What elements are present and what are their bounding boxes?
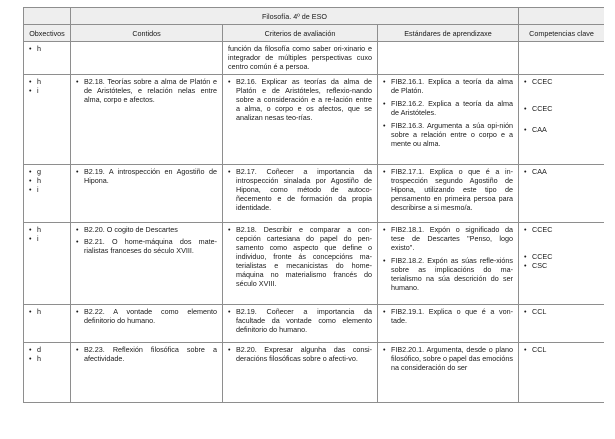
obxectivo-item: • i	[29, 234, 65, 243]
obxectivo-item: • d	[29, 345, 65, 354]
estandar-item: • FIB2.16.3. Argumenta a súa opi-nión sobre a relación entre o corpo e a mente ou alma.	[383, 121, 513, 148]
table-row	[24, 223, 605, 305]
table-row	[24, 165, 605, 223]
estandar-list	[383, 77, 513, 148]
competencias-cell	[519, 343, 604, 403]
header-estandares: Estándares de aprendizaxe	[378, 25, 519, 42]
estandar-list	[383, 225, 513, 292]
competencia-item: • CCL	[524, 345, 599, 354]
obxectivo-list	[29, 307, 65, 316]
obxectivo-list	[29, 225, 65, 243]
obxectivos-cell	[24, 343, 71, 403]
criterios-cell	[223, 343, 378, 403]
table-row	[24, 75, 605, 165]
table-body	[24, 42, 605, 403]
curriculum-document	[23, 7, 604, 439]
contido-item: • B2.22. A vontade como elemento definitorio do humano.	[76, 307, 217, 325]
estandares-cell	[378, 343, 519, 403]
obxectivos-cell	[24, 223, 71, 305]
competencia-list	[524, 225, 599, 270]
title-spacer-cell	[24, 8, 71, 25]
competencia-item: • CCL	[524, 307, 599, 316]
competencia-list	[524, 77, 599, 134]
contido-item: • B2.20. O cogito de Descartes	[76, 225, 217, 234]
obxectivo-item: • h	[29, 176, 65, 185]
contidos-cell	[71, 343, 223, 403]
table-title: Filosofía. 4º de ESO	[71, 8, 519, 25]
estandares-cell	[378, 165, 519, 223]
obxectivo-item: • h	[29, 307, 65, 316]
contido-item: • B2.21. O home-máquina dos mate-rialistas franceses do século XVIII.	[76, 237, 217, 255]
estandares-cell	[378, 223, 519, 305]
criterios-cell	[223, 75, 378, 165]
contido-list	[76, 167, 217, 185]
criterio-list	[228, 167, 372, 212]
estandares-cell	[378, 305, 519, 343]
criterio-item: • B2.16. Explicar as teorías da alma de Platón e de Aristóteles, reflexio-nando sobre a consideración e a re-lación entre a alma, o corpo e os afectos, que se analizan nesas teo-rías.	[228, 77, 372, 122]
contido-list	[76, 225, 217, 255]
obxectivo-item: • g	[29, 167, 65, 176]
contidos-cell	[71, 165, 223, 223]
competencias-cell	[519, 305, 604, 343]
header-obxectivos: Obxectivos	[24, 25, 71, 42]
title-spacer-cell	[519, 8, 604, 25]
competencia-list	[524, 167, 599, 176]
criterio-list	[228, 345, 372, 363]
competencia-item: • CSC	[524, 261, 599, 270]
criterio-list	[228, 225, 372, 288]
obxectivo-list	[29, 345, 65, 363]
competencias-cell	[519, 223, 604, 305]
table-row	[24, 42, 605, 75]
obxectivos-cell	[24, 42, 71, 75]
criterio-text: función da filosofía como saber ori-xinario e integrador de múltiples perspectivas cuxo centro común é a persoa.	[228, 44, 372, 71]
estandar-item: • FIB2.18.2. Expón as súas refle-xións sobre as implicacións do ma-terialismo na súa descrición do ser humano.	[383, 256, 513, 292]
contidos-cell	[71, 223, 223, 305]
estandar-list	[383, 345, 513, 372]
obxectivo-item: • h	[29, 77, 65, 86]
estandar-item: • FIB2.19.1. Explica o que é a von-tade.	[383, 307, 513, 325]
contido-list	[76, 307, 217, 325]
estandar-item: • FIB2.17.1. Explica o que é a in-trospección segundo Agostiño de Hipona, utilizando este tipo de pensamento en primeira persoa para describirse a si mesmo/a.	[383, 167, 513, 212]
obxectivo-item: • h	[29, 44, 65, 53]
criterio-item: • B2.17. Coñecer a importancia da introspección sinalada por Agostiño de Hipona, como método de autoco-ñecemento e de formación da propia identidade.	[228, 167, 372, 212]
obxectivo-item: • h	[29, 225, 65, 234]
criterio-list	[228, 307, 372, 334]
obxectivo-item: • i	[29, 185, 65, 194]
estandar-item: • FIB2.18.1. Expón o significado da tese de Descartes "Penso, logo existo".	[383, 225, 513, 252]
contido-item: • B2.23. Reflexión filosófica sobre a afectividade.	[76, 345, 217, 363]
estandares-cell	[378, 42, 519, 75]
criterio-item: • B2.18. Describir e comparar a con-cepción cartesiana do papel do pen-samento como aspecto que define o individuo, fronte ás concepcións ma-terialistas e mecanicistas do home-máquina no materialismo francés do século XVIII.	[228, 225, 372, 288]
table-row	[24, 343, 605, 403]
obxectivo-item: • i	[29, 86, 65, 95]
estandares-cell	[378, 75, 519, 165]
estandar-list	[383, 167, 513, 212]
header-row	[24, 25, 605, 42]
contido-item: • B2.19. A introspección en Agostiño de Hipona.	[76, 167, 217, 185]
obxectivos-cell	[24, 165, 71, 223]
criterio-list	[228, 77, 372, 122]
contidos-cell	[71, 305, 223, 343]
obxectivo-list	[29, 77, 65, 95]
obxectivo-item: • h	[29, 354, 65, 363]
competencia-item: • CCEC	[524, 104, 599, 113]
header-competencias: Competencias clave	[519, 25, 604, 42]
competencia-item: • CAA	[524, 125, 599, 134]
obxectivos-cell	[24, 75, 71, 165]
curriculum-table	[23, 7, 604, 403]
competencia-item: • CAA	[524, 167, 599, 176]
table-row	[24, 305, 605, 343]
criterio-item: • B2.20. Expresar algunha das consi-deracións filosóficas sobre o afecti-vo.	[228, 345, 372, 363]
estandar-item: • FIB2.16.2. Explica a teoría da alma de Aristóteles.	[383, 99, 513, 117]
criterios-cell	[223, 165, 378, 223]
competencias-cell	[519, 42, 604, 75]
title-row	[24, 8, 605, 25]
competencias-cell	[519, 75, 604, 165]
header-contidos: Contidos	[71, 25, 223, 42]
estandar-item: • FIB2.16.1. Explica a teoría da alma de Platón.	[383, 77, 513, 95]
header-criterios: Criterios de avaliación	[223, 25, 378, 42]
criterios-cell	[223, 42, 378, 75]
competencia-item: • CCEC	[524, 252, 599, 261]
contido-list	[76, 77, 217, 104]
obxectivo-list	[29, 167, 65, 194]
obxectivos-cell	[24, 305, 71, 343]
criterios-cell	[223, 305, 378, 343]
contidos-cell	[71, 75, 223, 165]
criterio-item: • B2.19. Coñecer a importancia da facultade da vontade como elemento definitorio do humano.	[228, 307, 372, 334]
competencia-list	[524, 307, 599, 316]
contido-item: • B2.18. Teorías sobre a alma de Platón e de Aristóteles, e relación nelas entre alma, corpo e afectos.	[76, 77, 217, 104]
obxectivo-list	[29, 44, 65, 53]
estandar-list	[383, 307, 513, 325]
competencia-item: • CCEC	[524, 77, 599, 86]
competencias-cell	[519, 165, 604, 223]
contido-list	[76, 345, 217, 363]
competencia-list	[524, 345, 599, 354]
competencia-item: • CCEC	[524, 225, 599, 234]
estandar-item: • FIB2.20.1. Argumenta, desde o plano filosófico, sobre o papel das emocións na consideración do ser	[383, 345, 513, 372]
criterios-cell	[223, 223, 378, 305]
contidos-cell	[71, 42, 223, 75]
